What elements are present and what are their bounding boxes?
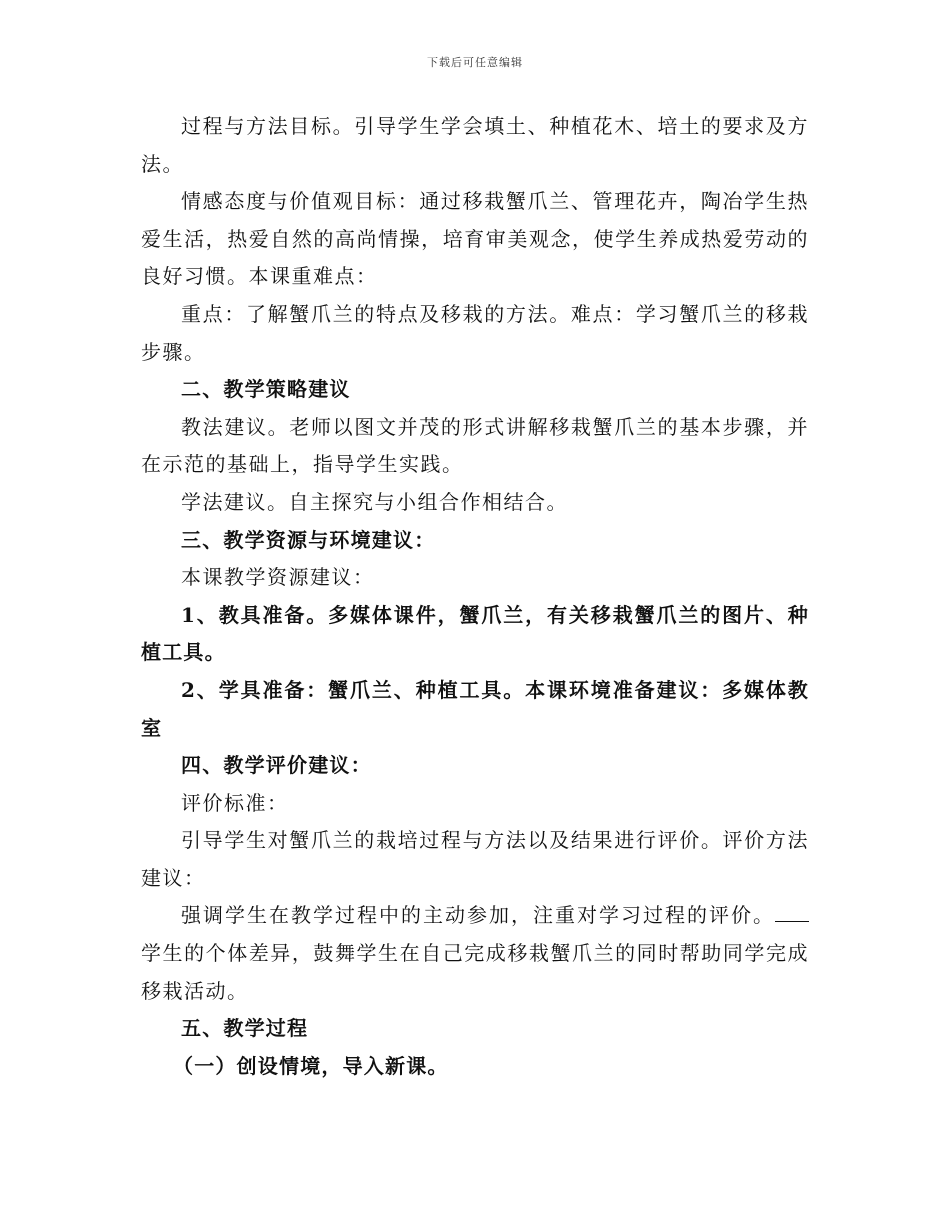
evaluation-text-before: 强调学生在教学过程中的主动参加，注重对学习过程的评价。 [181,903,775,928]
paragraph-evaluation-method [141,897,809,1010]
page-header: 下载后可任意编辑 [427,56,523,69]
paragraph-resources-intro: 本课教学资源建议： [181,565,375,590]
paragraph-teaching-aids: 1、教具准备。多媒体课件，蟹爪兰，有关移栽蟹爪兰的图片、种植工具。 [141,602,809,665]
paragraph-evaluation-guide: 引导学生对蟹爪兰的栽培过程与方法以及结果进行评价。评价方法建议： [141,828,809,890]
paragraph-emotion-goal: 情感态度与价值观目标：通过移栽蟹爪兰、管理花卉，陶冶学生热爱生活，热爱自然的高尚情操，培育审美观念，使学生养成热爱劳动的良好习惯。本课重难点： [141,189,809,289]
heading-teaching-process: 五、教学过程 [181,1016,309,1041]
paragraph-learning-method: 学法建议。自主探究与小组合作相结合。 [181,489,568,514]
heading-create-situation: （一）创设情境，导入新课。 [173,1053,449,1078]
document-body [141,108,809,1085]
heading-evaluation: 四、教学评价建议： [181,753,372,778]
paragraph-learning-aids: 2、学具准备：蟹爪兰、种植工具。本课环境准备建议：多媒体教室 [141,677,809,740]
evaluation-text-after: 学生的个体差异，鼓舞学生在自己完成移栽蟹爪兰的同时帮助同学完成移栽活动。 [141,941,809,1003]
heading-resources: 三、教学资源与环境建议： [181,527,436,552]
paragraph-process-goal: 过程与方法目标。引导学生学会填土、种植花木、培土的要求及方法。 [141,114,809,176]
paragraph-teaching-method: 教法建议。老师以图文并茂的形式讲解移栽蟹爪兰的基本步骤，并在示范的基础上，指导学生实践。 [141,414,809,477]
paragraph-key-points: 重点：了解蟹爪兰的特点及移栽的方法。难点：学习蟹爪兰的移栽步骤。 [141,301,809,364]
paragraph-evaluation-standard: 评价标准： [181,790,289,815]
fill-in-blank [775,901,809,922]
heading-strategy: 二、教学策略建议 [181,377,351,402]
